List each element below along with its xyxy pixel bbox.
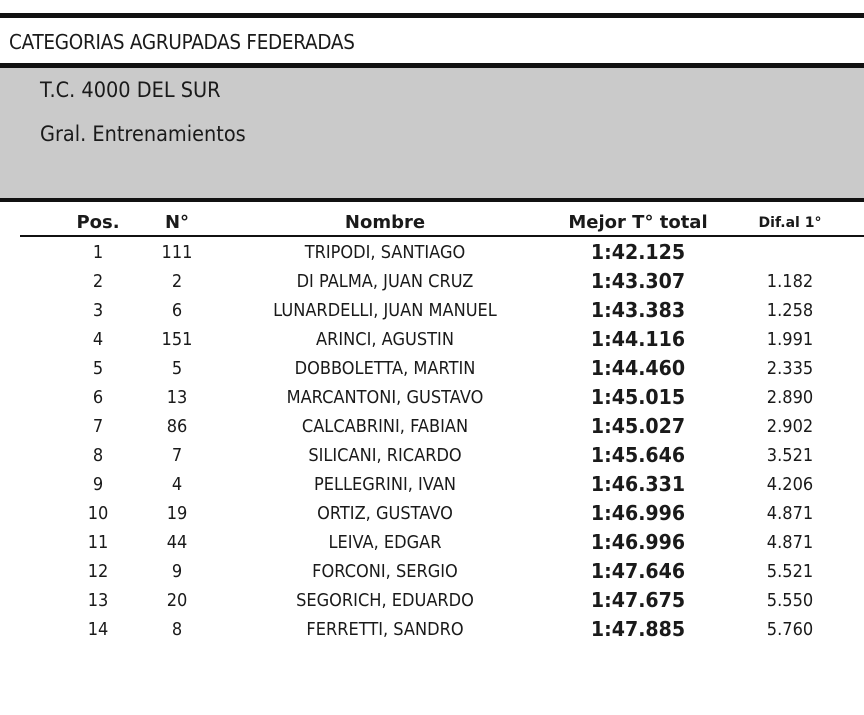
best-time-cell: 1:43.383 <box>590 298 686 322</box>
car-number-cell: 4 <box>171 474 183 495</box>
position-cell: 6 <box>92 387 104 408</box>
driver-name-cell: DOBBOLETTA, MARTIN <box>294 358 476 379</box>
table-row <box>0 616 864 645</box>
gap-cell: 4.206 <box>766 474 814 495</box>
gap-cell: 1.258 <box>766 300 814 321</box>
driver-name-cell: FORCONI, SERGIO <box>312 561 458 582</box>
car-number-cell: 2 <box>171 271 183 292</box>
gap-cell: 2.890 <box>766 387 814 408</box>
driver-name-cell: LEIVA, EDGAR <box>328 532 442 553</box>
driver-name-cell: PELLEGRINI, IVAN <box>313 474 457 495</box>
driver-name-cell: ORTIZ, GUSTAVO <box>317 503 453 524</box>
best-time-cell: 1:43.307 <box>590 269 686 293</box>
gap-cell: 1.991 <box>766 329 814 350</box>
driver-name-cell: FERRETTI, SANDRO <box>306 619 464 640</box>
position-cell: 13 <box>87 590 109 611</box>
event-header-box <box>0 68 864 198</box>
gap-cell: 3.521 <box>766 445 814 466</box>
car-number-cell: 13 <box>166 387 188 408</box>
category-title: CATEGORIAS AGRUPADAS FEDERADAS <box>9 30 355 54</box>
column-header-number: N° <box>164 212 190 233</box>
driver-name-cell: SILICANI, RICARDO <box>308 445 462 466</box>
table-row <box>0 355 864 384</box>
event-title: T.C. 4000 DEL SUR <box>40 78 221 102</box>
driver-name-cell: CALCABRINI, FABIAN <box>301 416 469 437</box>
best-time-cell: 1:42.125 <box>590 240 686 264</box>
table-row <box>0 529 864 558</box>
column-header-best-time: Mejor T° total <box>568 212 708 233</box>
car-number-cell: 9 <box>171 561 183 582</box>
car-number-cell: 19 <box>166 503 188 524</box>
best-time-cell: 1:47.675 <box>590 588 686 612</box>
table-row <box>0 268 864 297</box>
gap-cell: 4.871 <box>766 532 814 553</box>
table-row <box>0 558 864 587</box>
best-time-cell: 1:46.996 <box>590 530 686 554</box>
table-row <box>0 471 864 500</box>
best-time-cell: 1:44.116 <box>590 327 686 351</box>
session-name: Gral. Entrenamientos <box>40 122 246 146</box>
position-cell: 10 <box>87 503 109 524</box>
car-number-cell: 44 <box>166 532 188 553</box>
position-cell: 11 <box>87 532 109 553</box>
position-cell: 2 <box>92 271 104 292</box>
driver-name-cell: DI PALMA, JUAN CRUZ <box>296 271 474 292</box>
car-number-cell: 5 <box>171 358 183 379</box>
position-cell: 12 <box>87 561 109 582</box>
bottom-rule <box>0 198 864 202</box>
best-time-cell: 1:45.015 <box>590 385 686 409</box>
car-number-cell: 86 <box>166 416 188 437</box>
best-time-cell: 1:46.331 <box>590 472 686 496</box>
table-header <box>0 212 864 236</box>
gap-cell: 5.550 <box>766 590 814 611</box>
car-number-cell: 8 <box>171 619 183 640</box>
table-row <box>0 239 864 268</box>
gap-cell: 2.335 <box>766 358 814 379</box>
position-cell: 7 <box>92 416 104 437</box>
gap-cell: 5.760 <box>766 619 814 640</box>
driver-name-cell: TRIPODI, SANTIAGO <box>304 242 466 263</box>
position-cell: 4 <box>92 329 104 350</box>
table-row <box>0 297 864 326</box>
table-row <box>0 384 864 413</box>
position-cell: 3 <box>92 300 104 321</box>
best-time-cell: 1:47.646 <box>590 559 686 583</box>
table-row <box>0 587 864 616</box>
top-rule <box>0 13 864 18</box>
column-header-diff: Dif.al 1° <box>758 215 822 231</box>
table-row <box>0 413 864 442</box>
position-cell: 8 <box>92 445 104 466</box>
gap-cell: 5.521 <box>766 561 814 582</box>
driver-name-cell: LUNARDELLI, JUAN MANUEL <box>273 300 497 321</box>
table-row <box>0 442 864 471</box>
gap-cell: 2.902 <box>766 416 814 437</box>
best-time-cell: 1:47.885 <box>590 617 686 641</box>
car-number-cell: 151 <box>161 329 193 350</box>
best-time-cell: 1:46.996 <box>590 501 686 525</box>
car-number-cell: 111 <box>161 242 193 263</box>
position-cell: 14 <box>87 619 109 640</box>
best-time-cell: 1:45.027 <box>590 414 686 438</box>
results-table <box>0 239 864 645</box>
position-cell: 5 <box>92 358 104 379</box>
header-underline <box>20 235 864 237</box>
driver-name-cell: SEGORICH, EDUARDO <box>296 590 474 611</box>
gap-cell: 1.182 <box>766 271 814 292</box>
best-time-cell: 1:45.646 <box>590 443 686 467</box>
driver-name-cell: ARINCI, AGUSTIN <box>316 329 454 350</box>
table-row <box>0 326 864 355</box>
position-cell: 1 <box>92 242 104 263</box>
car-number-cell: 20 <box>166 590 188 611</box>
car-number-cell: 6 <box>171 300 183 321</box>
position-cell: 9 <box>92 474 104 495</box>
column-header-name: Nombre <box>344 212 426 233</box>
driver-name-cell: MARCANTONI, GUSTAVO <box>286 387 484 408</box>
gap-cell: 4.871 <box>766 503 814 524</box>
best-time-cell: 1:44.460 <box>590 356 686 380</box>
column-header-pos: Pos. <box>76 212 120 233</box>
table-row <box>0 500 864 529</box>
car-number-cell: 7 <box>171 445 183 466</box>
